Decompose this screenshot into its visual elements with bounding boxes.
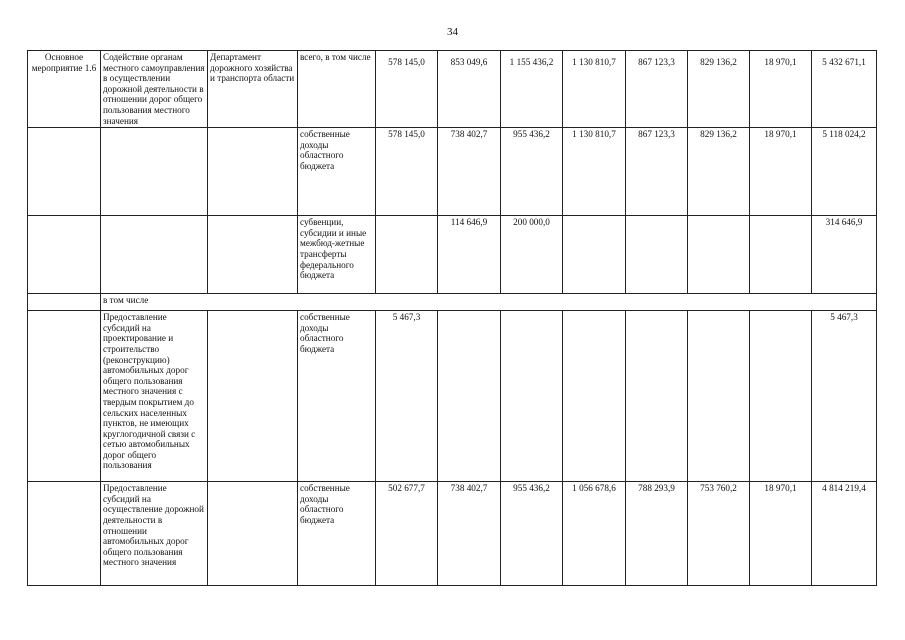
value-cell: 867 123,3 — [626, 51, 688, 128]
value-cell — [626, 311, 688, 482]
value-cell: 829 136,2 — [688, 128, 750, 216]
value-cell — [750, 311, 812, 482]
empty-cell — [28, 128, 101, 216]
table-row-including — [28, 294, 877, 311]
action-description-cell: Содействие органам местного самоуправления в осуществлении дорожной деятельности в отношении дорог общего пользования местного значения — [101, 51, 208, 128]
value-cell: 578 145,0 — [376, 128, 438, 216]
funding-source-cell: собственные доходы областного бюджета — [298, 482, 376, 586]
value-cell — [501, 311, 563, 482]
empty-cell — [28, 216, 101, 294]
table-row-total — [28, 51, 877, 128]
value-cell: 314 646,9 — [812, 216, 877, 294]
value-cell — [563, 216, 626, 294]
empty-cell — [208, 482, 298, 586]
value-cell — [563, 311, 626, 482]
funding-source-cell: собственные доходы областного бюджета — [298, 311, 376, 482]
funding-source-cell: субвенции, субсидии и иные межбюд-жетные трансферты федерального бюджета — [298, 216, 376, 294]
value-cell: 200 000,0 — [501, 216, 563, 294]
value-cell: 1 056 678,6 — [563, 482, 626, 586]
empty-cell — [28, 482, 101, 586]
value-cell: 1 130 810,7 — [563, 128, 626, 216]
value-cell: 18 970,1 — [750, 51, 812, 128]
value-cell — [688, 311, 750, 482]
value-cell: 829 136,2 — [688, 51, 750, 128]
value-cell: 753 760,2 — [688, 482, 750, 586]
value-cell: 867 123,3 — [626, 128, 688, 216]
value-cell: 1 155 436,2 — [501, 51, 563, 128]
empty-cell — [208, 128, 298, 216]
executor-cell: Департамент дорожного хозяйства и транспорта области — [208, 51, 298, 128]
value-cell — [376, 216, 438, 294]
value-cell: 955 436,2 — [501, 128, 563, 216]
page-number: 34 — [447, 26, 458, 38]
value-cell: 5 432 671,1 — [812, 51, 877, 128]
value-cell — [750, 216, 812, 294]
value-cell: 5 467,3 — [376, 311, 438, 482]
empty-cell — [208, 311, 298, 482]
funding-source-cell: всего, в том числе — [298, 51, 376, 128]
value-cell: 5 467,3 — [812, 311, 877, 482]
value-cell: 738 402,7 — [438, 128, 501, 216]
value-cell — [688, 216, 750, 294]
table-row-federal-transfers — [28, 216, 877, 294]
value-cell: 788 293,9 — [626, 482, 688, 586]
value-cell: 5 118 024,2 — [812, 128, 877, 216]
subitem-description-cell: Предоставление субсидий на осуществление дорожной деятельности в отношении автомобильных дорог общего пользования местного значения — [101, 482, 208, 586]
subitem-description-cell: Предоставление субсидий на проектирование и строительство (реконструкцию) автомобильных дорог общего пользования местного значения с твердым покрытием до сельских населенных пунктов, не имеющих круглогодичной связи с сетью автомобильных дорог общего пользования — [101, 311, 208, 482]
value-cell: 114 646,9 — [438, 216, 501, 294]
including-label: в том числе — [101, 294, 877, 311]
value-cell — [438, 311, 501, 482]
value-cell: 502 677,7 — [376, 482, 438, 586]
value-cell: 18 970,1 — [750, 482, 812, 586]
table-row-subitem — [28, 482, 877, 586]
funding-source-cell: собственные доходы областного бюджета — [298, 128, 376, 216]
empty-cell — [28, 294, 101, 311]
value-cell: 18 970,1 — [750, 128, 812, 216]
value-cell: 578 145,0 — [376, 51, 438, 128]
action-label-cell: Основное мероприятие 1.6 — [28, 51, 101, 128]
value-cell: 955 436,2 — [501, 482, 563, 586]
value-cell: 853 049,6 — [438, 51, 501, 128]
empty-cell — [101, 128, 208, 216]
value-cell: 4 814 219,4 — [812, 482, 877, 586]
value-cell: 1 130 810,7 — [563, 51, 626, 128]
empty-cell — [28, 311, 101, 482]
budget-table — [27, 50, 877, 586]
value-cell: 738 402,7 — [438, 482, 501, 586]
empty-cell — [101, 216, 208, 294]
value-cell — [626, 216, 688, 294]
table-row-subitem — [28, 311, 877, 482]
table-row-own-budget — [28, 128, 877, 216]
empty-cell — [208, 216, 298, 294]
